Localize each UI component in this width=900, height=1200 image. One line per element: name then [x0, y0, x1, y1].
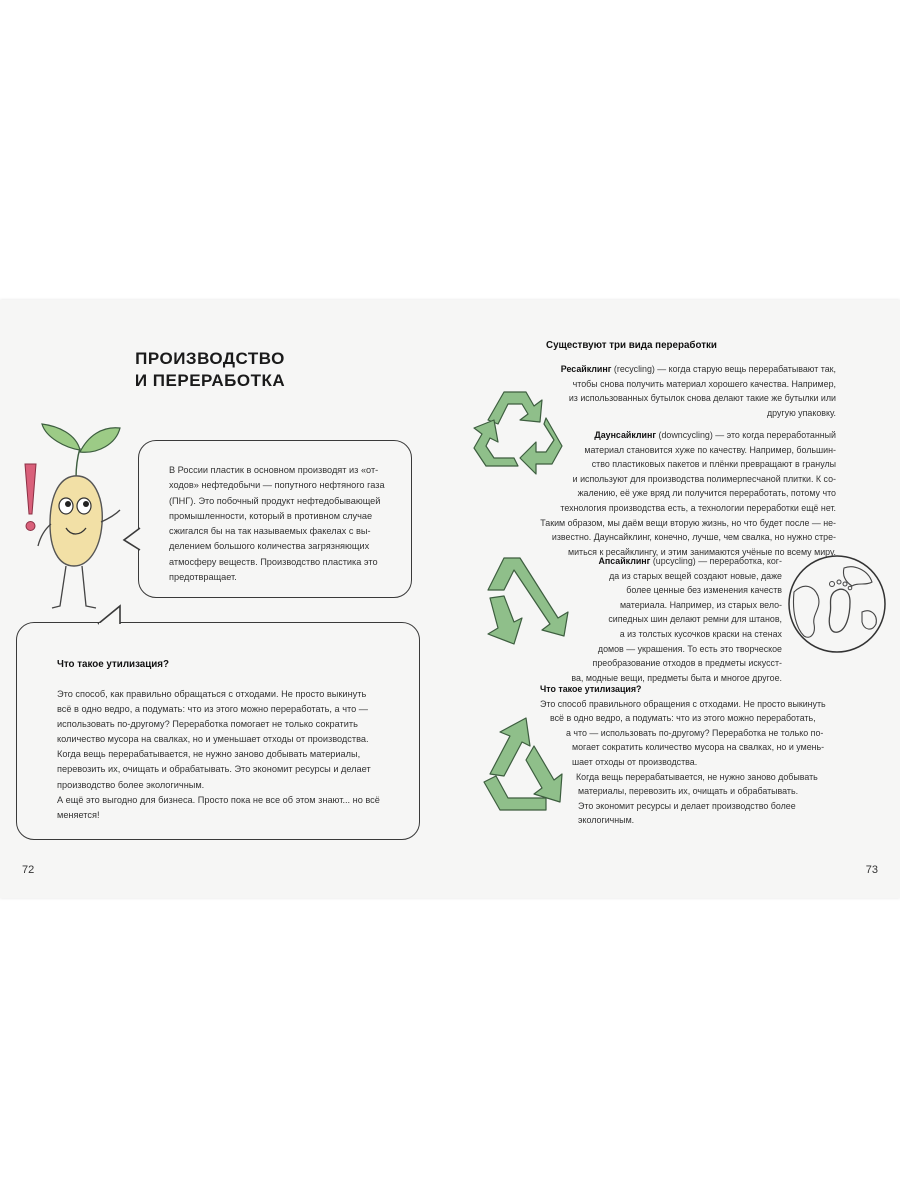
text-line: использовать по-другому? Переработка помогает не только сократить [57, 719, 358, 730]
text-line: технология производства есть, а технологии переработки ещё нет. [560, 502, 836, 513]
text-line: делением большого количества загрязняющих [169, 541, 370, 552]
text-line: сипедных шин делают ремни для штанов, [608, 614, 782, 625]
text-line: перевозить их, очищать и обрабатывать. Это экономит ресурсы и делает [57, 764, 371, 775]
bubble-utilization-text [57, 687, 397, 823]
utilization-heading: Что такое утилизация? [540, 684, 642, 694]
text-line: (upcycling) — переработка, ког- [650, 556, 782, 566]
text-line: Это способ, как правильно обращаться с отходами. Не просто выкинуть [57, 689, 367, 699]
text-line: известно. Даунсайклинг, конечно, лучше, чем свалка, но нужно стре- [551, 532, 836, 543]
bubble-utilization-heading: Что такое утилизация? [57, 659, 170, 670]
bubble-tail-1 [122, 526, 142, 552]
text-line: а из толстых кусочков краски на стенах [619, 628, 782, 639]
recycling-paragraph [540, 362, 836, 420]
text-line: Таким образом, мы даём вещи вторую жизнь, но что будет после — не- [540, 517, 836, 528]
text-line: производство более экологичным. [57, 779, 205, 790]
text-line: могает сократить количество мусора на свалках, но и умень- [572, 742, 825, 753]
text-line: всё в одно ведро, а подумать: что из этого можно переработать, а что — [57, 704, 368, 715]
text-line: материал становится хуже по качеству. Например, большин- [584, 444, 836, 455]
text-line: Когда вещь перерабатывается, не нужно заново добывать [576, 771, 818, 782]
downcycling-term: Даунсайклинг [594, 430, 657, 440]
text-line: да из старых вещей создают новые, даже [609, 570, 782, 581]
text-line: шает отходы от производства. [572, 756, 698, 767]
text-line: миться к ресайклингу, и этим занимаются учёные по всему миру. [567, 546, 836, 557]
text-line: меняется! [57, 809, 100, 820]
text-line: ва, модные вещи, предметы быта и многое другое. [571, 672, 782, 683]
text-line: ство пластиковых пакетов и плёнки превращают в гранулы [591, 459, 836, 470]
text-line: из использованных бутылок снова делают такие же бутылки или [568, 393, 836, 404]
text-line: сжигался бы на так называемых факелах с вы- [169, 526, 371, 537]
upcycling-paragraph [560, 554, 782, 685]
page-number-right: 73 [865, 864, 878, 876]
text-line: материала. Например, из старых вело- [619, 599, 782, 610]
text-line: Когда вещь перерабатывается, не нужно заново добывать материалы, [57, 749, 361, 760]
section-heading: Существуют три вида переработки [546, 340, 717, 351]
text-line: (downcycling) — это когда переработанный [656, 430, 836, 440]
text-line: А ещё это выгодно для бизнеса. Просто пока не все об этом знают... но всё [57, 794, 380, 805]
text-line: (recycling) — когда старую вещь перерабатывают так, [611, 364, 836, 374]
text-line: чтобы снова получить материал хорошего качества. Например, [572, 378, 836, 389]
text-line: Это экономит ресурсы и делает производство более [578, 800, 796, 811]
seed-character-icon [36, 420, 126, 615]
text-line: и используют для производства полимерпесчаной плитки. К со- [572, 473, 836, 484]
speech-bubble-plastic [138, 440, 412, 598]
text-line: преобразование отходов в предметы искусст- [592, 658, 782, 669]
text-line: количество мусора на свалках, но и уменьшает отходы от производства. [57, 734, 369, 745]
recycling-term: Ресайклинг [560, 364, 612, 374]
speech-bubble-utilization [16, 622, 420, 840]
text-line: жалению, её уже вряд ли получится переработать, потому что [577, 488, 836, 499]
bubble-tail-2 [96, 604, 124, 626]
utilization-paragraph [540, 682, 836, 828]
page-title [0, 348, 420, 392]
text-line: а что — использовать по-другому? Переработка не только по- [566, 727, 824, 738]
text-line: предотвращает. [169, 572, 237, 583]
text-line: более ценные без изменения качеств [626, 585, 782, 596]
text-line: материалы, перевозить их, очищать и обрабатывать. [578, 786, 799, 797]
text-line: атмосферу веществ. Производство пластика это [169, 556, 378, 567]
text-line: промышленности, который в противном случае [169, 510, 373, 521]
text-line: домов — украшения. То есть это творческое [597, 643, 782, 654]
page-number-left: 72 [22, 864, 35, 876]
text-line: другую упаковку. [766, 407, 836, 418]
bubble-plastic-text [169, 463, 391, 585]
text-line: всё в одно ведро, а подумать: что из этого можно переработать, [550, 713, 816, 724]
text-line: экологичным. [578, 815, 635, 826]
upcycling-term: Апсайклинг [598, 556, 651, 566]
text-line: ходов» нефтедобычи — попутного нефтяного газа [169, 480, 385, 491]
text-line: (ПНГ). Это побочный продукт нефтедобывающей [169, 495, 381, 506]
title-line-1: ПРОИЗВОДСТВО [135, 349, 285, 368]
title-line-2: И ПЕРЕРАБОТКА [134, 371, 286, 390]
book-spread [0, 300, 900, 898]
text-line: Это способ правильного обращения с отходами. Не просто выкинуть [540, 698, 826, 709]
text-line: В России пластик в основном производят из «от- [169, 465, 379, 475]
globe-footprint-icon [784, 552, 890, 656]
downcycling-paragraph [540, 428, 836, 559]
